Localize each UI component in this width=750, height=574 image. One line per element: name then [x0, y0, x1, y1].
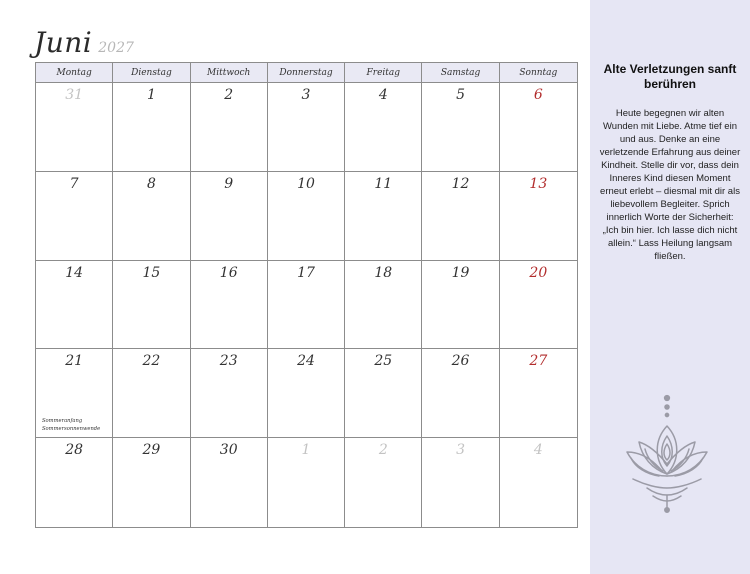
day-number: 12 [451, 175, 470, 192]
day-number: 2 [224, 87, 234, 103]
weekday-label: Montag [36, 63, 113, 82]
lotus-icon [615, 392, 719, 516]
day-cell[interactable] [345, 349, 422, 438]
day-number: 3 [456, 442, 466, 459]
month-title: Juni [34, 26, 93, 59]
day-cell[interactable] [113, 172, 190, 261]
day-cell[interactable] [113, 349, 190, 438]
day-cell[interactable] [36, 83, 113, 172]
day-number: 7 [69, 175, 79, 192]
day-number: 14 [65, 264, 84, 281]
day-cell[interactable] [422, 438, 499, 527]
day-number: 11 [374, 175, 393, 192]
month-calendar [35, 62, 578, 528]
day-number: 10 [297, 175, 315, 192]
day-cell[interactable] [500, 83, 577, 172]
weekday-label: Samstag [422, 63, 499, 82]
day-cell[interactable] [268, 83, 345, 172]
weekday-header-row [36, 63, 577, 83]
day-cell[interactable] [113, 261, 190, 350]
day-number: 17 [297, 264, 315, 281]
day-note-line: Sommeranfang [42, 418, 83, 425]
day-number: 23 [219, 353, 238, 370]
day-number: 1 [146, 87, 156, 103]
day-number: 4 [533, 442, 543, 459]
day-number: 24 [297, 353, 315, 370]
day-cell[interactable] [345, 83, 422, 172]
weekday-label: Mittwoch [191, 63, 268, 82]
day-number: 28 [65, 442, 84, 459]
day-number: 3 [301, 87, 311, 103]
day-number: 8 [146, 175, 156, 192]
day-cell[interactable] [191, 172, 268, 261]
day-cell[interactable] [36, 172, 113, 261]
day-cell[interactable] [500, 438, 577, 527]
sidebar-text: Heute begegnen wir alten Wunden mit Liebe. Atme tief ein und aus. Denke an eine verletzende Erfahrung aus deiner Kindheit. Stelle dir vor, dass dein Inneres Kind diesen Moment erneut erlebt – diesmal mit dir als liebevollem Begleiter. Sprich innerlich Worte der Sicherheit: „Ich bin hier. Ich lasse dich nicht allein.“ Lass Heilung langsam fließen. [599, 108, 741, 262]
day-cell[interactable] [268, 261, 345, 350]
day-cell[interactable] [191, 83, 268, 172]
day-number: 20 [529, 264, 548, 281]
day-cell[interactable] [500, 349, 577, 438]
day-number: 30 [219, 442, 238, 459]
day-cell[interactable] [422, 261, 499, 350]
weekday-label: Dienstag [113, 63, 190, 82]
day-number: 4 [378, 87, 388, 103]
day-number: 5 [456, 87, 466, 103]
day-number: 2 [378, 442, 388, 459]
day-cell[interactable] [268, 438, 345, 527]
day-cell[interactable] [36, 261, 113, 350]
day-number: 13 [529, 175, 548, 192]
day-number: 1 [301, 442, 311, 459]
day-number: 27 [529, 353, 548, 370]
weekday-label: Freitag [345, 63, 422, 82]
day-cell[interactable] [268, 172, 345, 261]
day-number: 6 [533, 87, 543, 103]
day-number: 22 [142, 353, 161, 370]
day-cell[interactable] [345, 172, 422, 261]
day-number: 16 [219, 264, 238, 281]
day-cell[interactable] [345, 438, 422, 527]
day-cell[interactable] [268, 349, 345, 438]
day-cell[interactable] [422, 83, 499, 172]
day-number: 19 [451, 264, 470, 281]
day-number: 31 [65, 87, 84, 103]
weekday-label: Donnerstag [268, 63, 345, 82]
sidebar-title: Alte Verletzungen sanft berühren [603, 62, 737, 91]
day-note [42, 417, 100, 433]
day-number: 21 [65, 353, 84, 370]
day-number: 18 [374, 264, 393, 281]
month-header [34, 26, 134, 59]
day-grid [36, 83, 577, 527]
day-number: 25 [374, 353, 393, 370]
day-cell[interactable] [36, 438, 113, 527]
weekday-label: Sonntag [519, 67, 558, 78]
day-cell[interactable] [345, 261, 422, 350]
day-number: 15 [142, 264, 161, 281]
day-cell[interactable] [113, 438, 190, 527]
day-cell[interactable] [36, 349, 113, 438]
day-cell[interactable] [422, 349, 499, 438]
day-cell[interactable] [191, 261, 268, 350]
day-cell[interactable] [500, 172, 577, 261]
day-note-line: Sommersonnenwende [42, 426, 101, 433]
day-cell[interactable] [500, 261, 577, 350]
day-cell[interactable] [113, 83, 190, 172]
day-number: 9 [224, 175, 234, 192]
day-cell[interactable] [191, 438, 268, 527]
day-number: 26 [451, 353, 470, 370]
year-label: 2027 [98, 40, 134, 56]
day-cell[interactable] [191, 349, 268, 438]
day-number: 29 [142, 442, 161, 459]
day-cell[interactable] [422, 172, 499, 261]
